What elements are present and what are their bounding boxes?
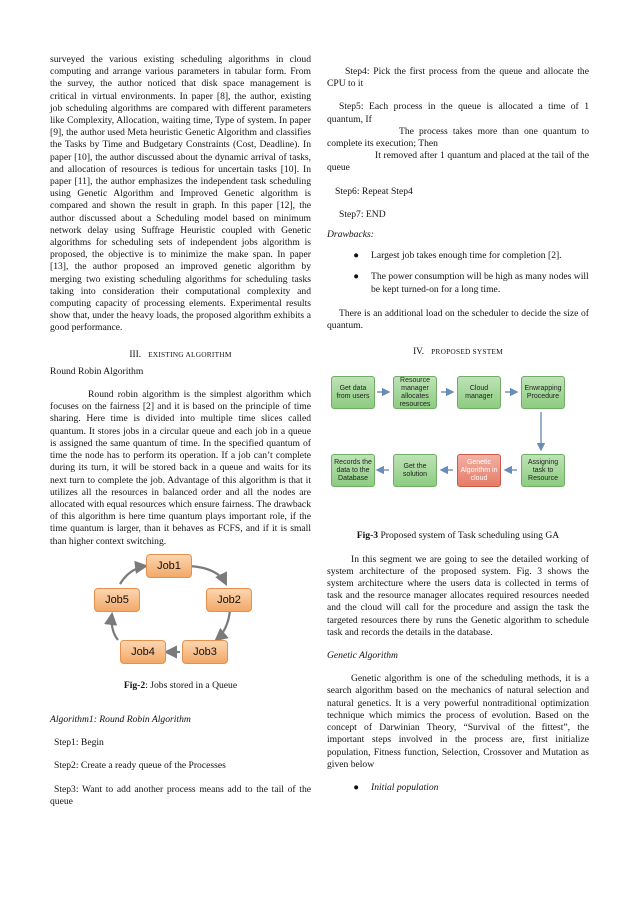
diagram-box-cloud-manager: Cloud manager bbox=[457, 376, 501, 409]
drawback-text: The power consumption will be high as many nodes will be kept turned-on for a long time. bbox=[371, 271, 589, 295]
figure-3-text: Proposed system of Task scheduling using GA bbox=[378, 530, 560, 542]
ga-step-text: Initial population bbox=[371, 781, 439, 793]
bullet-icon: ● bbox=[353, 271, 359, 283]
arrow-job1-job2 bbox=[190, 566, 226, 584]
algorithm-step: Step1: Begin bbox=[54, 737, 104, 749]
figure-2-caption bbox=[50, 680, 311, 692]
arrow-job2-job3 bbox=[216, 610, 230, 640]
arrow-job5-job1 bbox=[120, 566, 146, 584]
algorithm-step: Step4: Pick the first process from the queue and allocate the CPU to it bbox=[327, 66, 589, 90]
bullet-icon: ● bbox=[353, 250, 359, 262]
jobs-queue-figure bbox=[50, 552, 311, 674]
job-box: Job4 bbox=[120, 640, 166, 664]
drawbacks-heading: Drawbacks: bbox=[327, 229, 374, 241]
figure-3-label: Fig-3 bbox=[356, 530, 379, 542]
drawback-item bbox=[327, 271, 589, 295]
algorithm-step: Step6: Repeat Step4 bbox=[335, 185, 413, 197]
diagram-box-records: Records the data to the Database bbox=[331, 454, 375, 487]
right-column bbox=[327, 54, 589, 794]
ga-step-item bbox=[327, 782, 589, 794]
related-work-paragraph: surveyed the various existing scheduling algorithms in cloud computing and arrange various parameters in tabular form. From the survey, the author noticed that disk space management is critical in virtual environments. In paper [8], the author, existing job scheduling algorithms are compared with different parameters like Complexity, Allocation, waiting time, Type of system. In paper [9], the author used Meta heuristic Genetic Algorithm and classifies the Tasks by Time and Budgetary Constraints (Cost, Deadline). In paper [10], the author discussed about the dynamic arrival of tasks, and allocation of resources is tedious for uncertain tasks [10]. In paper [11], the author emphasizes the independent task scheduling using Genetic Algorithm and Improved Genetic algorithm is compared and shown the result in graph. In this paper [12], the author discussed about a Scheduling model based on minimum network delay using Suffrage Heuristic coupled with Genetic algorithms for scheduling sets of independent jobs algorithm is proposed, the objective is to minimize the make span. In paper [13], the author proposed an improved genetic algorithm by merging two existing scheduling algorithms for scheduling tasks taking into consideration their computational complexity and computing capacity of processing elements. Experimental results show that, under the heavy loads, the proposed algorithm exhibits a good performance. bbox=[50, 54, 311, 334]
job-box: Job5 bbox=[94, 588, 140, 612]
system-architecture-diagram bbox=[327, 366, 589, 514]
algorithm-step: Step2: Create a ready queue of the Processes bbox=[54, 760, 226, 772]
genetic-algorithm-heading: Genetic Algorithm bbox=[327, 650, 398, 662]
algorithm-step: Step7: END bbox=[339, 208, 386, 220]
figure-3-caption bbox=[327, 530, 589, 542]
algorithm-step-detail: It removed after 1 quantum and placed at the tail of the queue bbox=[327, 150, 589, 174]
algorithm-heading: Algorithm1: Round Robin Algorithm bbox=[50, 713, 191, 725]
left-column bbox=[50, 54, 311, 808]
section-heading-existing bbox=[50, 349, 311, 361]
arrow-job4-job5 bbox=[112, 614, 118, 640]
algorithm-step-detail: The process takes more than one quantum to complete its execution; Then bbox=[327, 125, 589, 150]
figure-2-label: Fig-2 bbox=[123, 679, 146, 691]
drawback-text: Largest job takes enough time for completion [2]. bbox=[371, 250, 562, 262]
genetic-algorithm-paragraph: Genetic algorithm is one of the scheduling methods, it is a search algorithm based on the mechanics of natural selection and natural genetics. It is a very powerful nontraditional optimization technique which mimics the process of evolution. Based on the concept of Darwinian Theory, “Survival of the fittest”, the important steps involved in the process are, first initialize population, Fitness function, Selection, Crossover and Mutation as given below bbox=[327, 673, 589, 770]
diagram-box-get-solution: Get the solution bbox=[393, 454, 437, 487]
architecture-paragraph: In this segment we are going to see the detailed working of system architecture of the proposed system. Fig. 3 shows the system architecture where the users data is collected in terms of task and the resource manager allocates required resources needed and the cloud will call for the procedure and assign the task the targeted resources there by runs the Genetic algorithm to schedule task and records the details in the database. bbox=[327, 553, 589, 638]
job-box: Job2 bbox=[206, 588, 252, 612]
diagram-box-enwrapping: Enwrapping Procedure bbox=[521, 376, 565, 409]
diagram-box-genetic-algorithm: Genetic Algorithm in cloud bbox=[457, 454, 501, 487]
section-number: IV. bbox=[413, 347, 425, 358]
diagram-box-resource-manager: Resource manager allocates resources bbox=[393, 376, 437, 409]
diagram-box-assigning-task: Assigning task to Resource bbox=[521, 454, 565, 487]
section-title: PROPOSED SYSTEM bbox=[431, 347, 503, 357]
round-robin-heading: Round Robin Algorithm bbox=[50, 365, 144, 377]
bullet-icon: ● bbox=[353, 781, 359, 793]
section-title: EXISTING ALGORITHM bbox=[148, 349, 232, 359]
scheduler-load-paragraph: There is an additional load on the scheduler to decide the size of quantum. bbox=[327, 307, 589, 332]
algorithm-step: Step5: Each process in the queue is allocated a time of 1 quantum, If bbox=[327, 101, 589, 125]
round-robin-paragraph: Round robin algorithm is the simplest algorithm which focuses on the fairness [2] and it is based on the principle of time sharing. Here time is divided into multiple time slices called quantum. It stores jobs in a circular queue and each job in a queue is assigned the same quantum of time. In the specified quantum of time the node has to perform its operation. If a job can’t complete during its turn, it will be stored back in a queue and waits for its next turn to complete the job. Advantage of this algorithm is that it utilizes all the resources in balanced order and all the nodes are allocated with equal resources which ensure fairness. The drawback of this algorithm is here time quantum plays important role, if the time quantum is larger, than it behaves as FCFS, and if it is small than higher context switching. bbox=[50, 389, 311, 547]
section-heading-proposed bbox=[327, 346, 589, 358]
drawback-item bbox=[327, 250, 589, 262]
algorithm-step: Step3: Want to add another process means add to the tail of the queue bbox=[50, 783, 311, 807]
figure-2-text: : Jobs stored in a Queue bbox=[145, 679, 238, 691]
job-box: Job1 bbox=[146, 554, 192, 578]
section-number: III. bbox=[129, 349, 142, 360]
job-box: Job3 bbox=[182, 640, 228, 664]
diagram-box-get-data: Get data from users bbox=[331, 376, 375, 409]
